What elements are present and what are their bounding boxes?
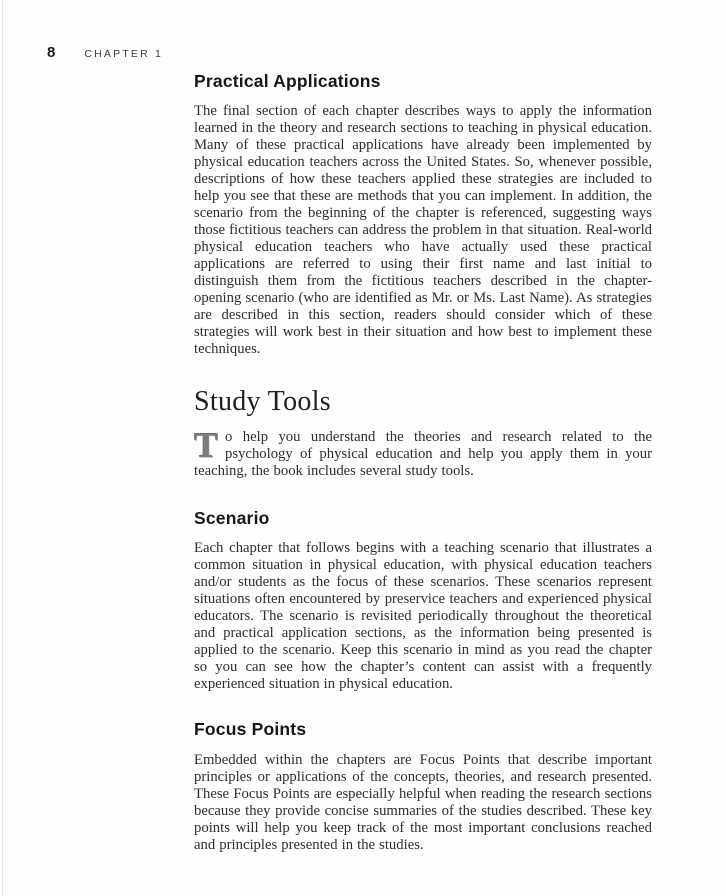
focus-points-paragraph: Embedded within the chapters are Focus Points that describe important principles or applications of the concepts, theories, and research presented. These Focus Points are especially helpful when reading the research sections because they provide concise summaries of the studies described. These key points will help you keep track of the most important conclusions reached and principles presented in the studies.	[194, 751, 652, 853]
section-focus-points	[194, 720, 652, 853]
page-number: 8	[47, 44, 56, 61]
section-practical-applications	[194, 72, 652, 358]
section-study-tools	[194, 387, 652, 480]
practical-applications-heading: Practical Applications	[194, 71, 381, 91]
scenario-paragraph: Each chapter that follows begins with a teaching scenario that illustrates a common situation in physical education, with physical education teachers and/or students as the focus of these scenarios. These scenarios represent situations often encountered by preservice teachers and experienced physical educators. The scenario is revisited periodically throughout the theoretical and practical application sections, as the information being presented is applied to the scenario. Keep this scenario in mind as you read the chapter so you can see how the chapter’s content can assist with a frequently experienced situation in physical education.	[194, 540, 652, 693]
focus-points-heading: Focus Points	[194, 719, 307, 740]
study-tools-intro-text: o help you understand the theories and research related to the psychology of physical education and help you apply them in your teaching, the book includes several study tools.	[194, 429, 652, 480]
practical-applications-paragraph: The final section of each chapter describes ways to apply the information learned in the theory and research sections to teaching in physical education. Many of these practical applications have already been implemented by physical education teachers across the United States. So, whenever possible, descriptions of how these teachers applied these strategies are included to help you see that these are methods that you can implement. In addition, the scenario from the beginning of the chapter is referenced, suggesting ways those fictitious teachers can address the problem in that situation. Real-world physical education teachers who have actually used these practical applications are referred to using their first name and last initial to distinguish them from the fictitious teachers described in the chapter-opening scenario (who are identified as Mr. or Ms. Last Name). As strategies are described in this section, readers should consider which of these strategies will work best in their situation and how best to implement these techniques.	[194, 103, 652, 358]
chapter-label: CHAPTER 1	[84, 48, 164, 60]
section-scenario	[194, 509, 652, 693]
running-head	[47, 44, 163, 61]
page-content	[194, 72, 652, 854]
study-tools-intro-paragraph	[194, 425, 652, 480]
drop-cap-initial: T	[194, 425, 219, 466]
scenario-heading: Scenario	[194, 508, 270, 529]
scan-edge-shadow	[2, 0, 3, 896]
study-tools-heading: Study Tools	[194, 386, 331, 418]
